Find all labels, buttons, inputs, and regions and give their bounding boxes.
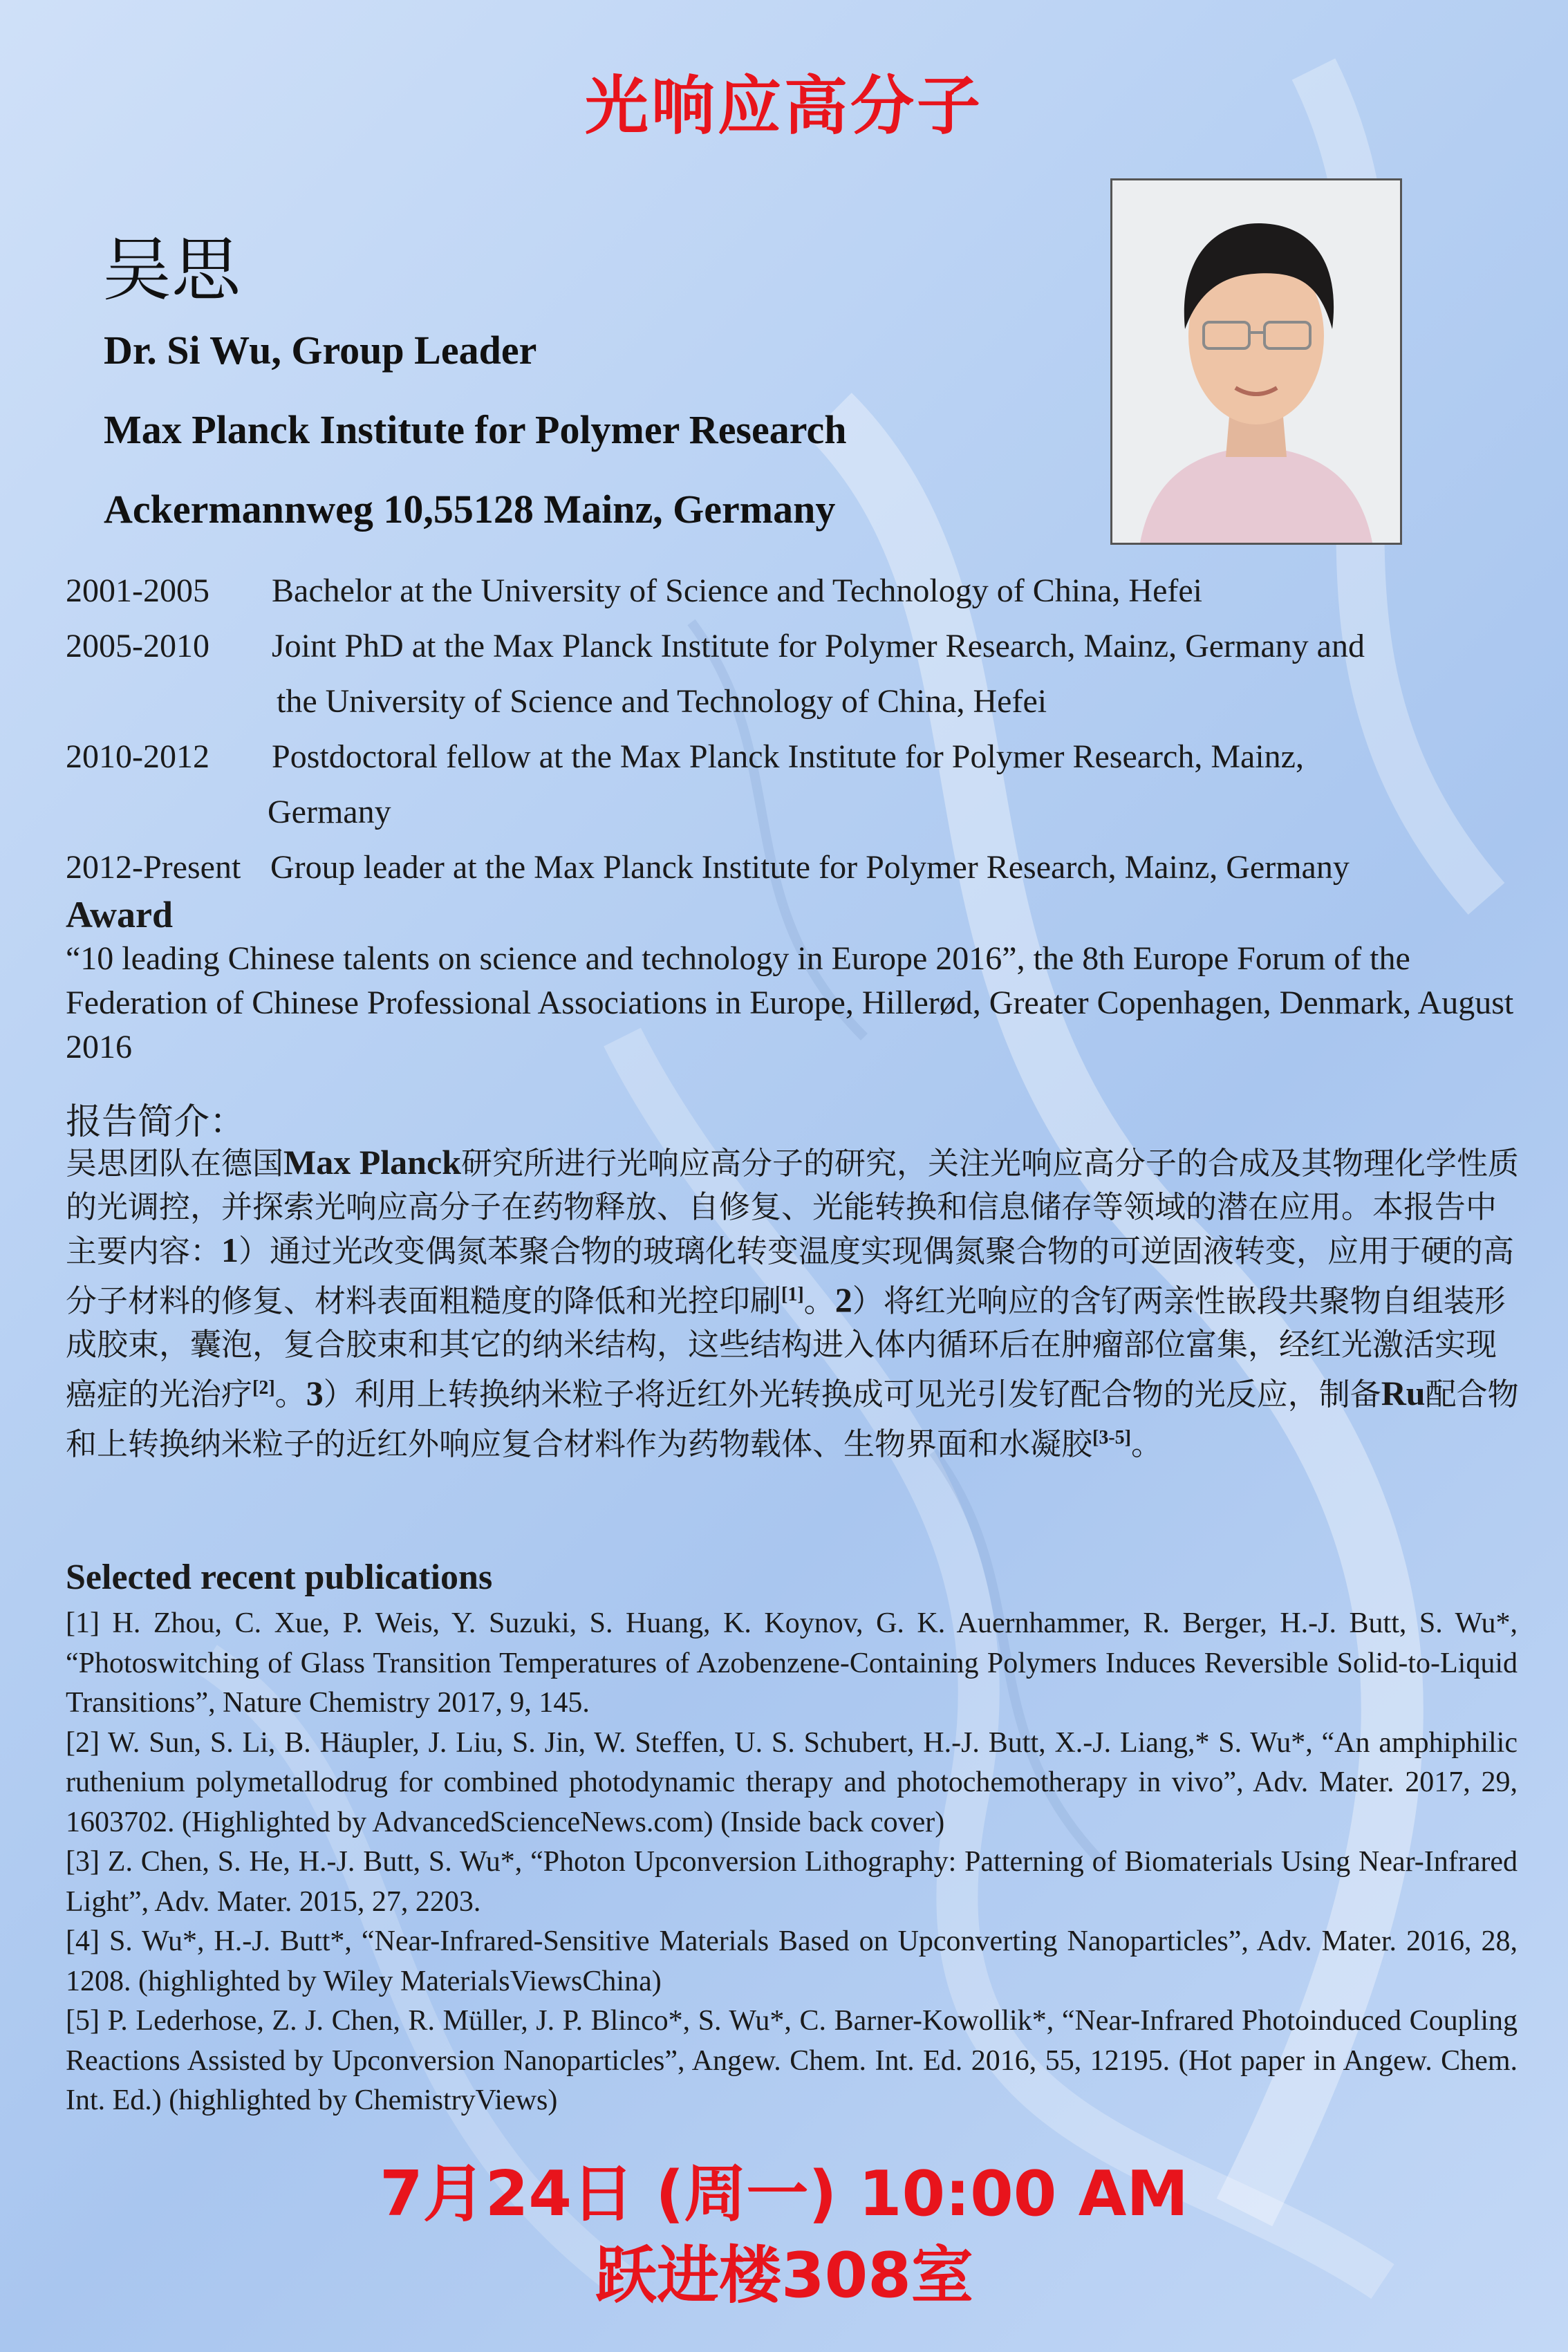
cv-desc: Group leader at the Max Planck Institute for Polymer Research, Mainz, Germany bbox=[270, 849, 1350, 886]
cv-list bbox=[66, 563, 1518, 895]
event-location: 跃进楼308室 bbox=[595, 2239, 973, 2312]
report-text: 。 bbox=[1131, 1426, 1163, 1462]
report-text-bold: 2 bbox=[834, 1280, 852, 1319]
cv-row bbox=[66, 840, 1518, 895]
report-text-bold: Ru bbox=[1381, 1374, 1426, 1412]
reference-marker: [3-5] bbox=[1092, 1427, 1131, 1448]
publication-item: [3] Z. Chen, S. He, H.-J. Butt, S. Wu*, “Photon Upconversion Lithography: Patterning of Biomaterials Using Near-Infrared Light”, Adv. Mater. 2015, 27, 2203. bbox=[66, 1846, 1518, 1918]
publications-heading: Selected recent publications bbox=[66, 1558, 493, 1597]
report-text: 吴思团队在德国 bbox=[66, 1145, 284, 1182]
report-text: 研究所进行光响应高分子的研究，关注光响应高分子的合成及其物理化学性质的光调控，并探索光响应高分子在药物释放、自修复、光能转换和信息储存等领域的潜在应用。本报告中主要内容： bbox=[66, 1145, 1519, 1269]
cv-years: 2005-2010 bbox=[66, 628, 209, 664]
cv-desc: Bachelor at the University of Science and Technology of China, Hefei bbox=[272, 572, 1202, 609]
cv-years: 2012-Present bbox=[66, 849, 241, 886]
reference-marker: [1] bbox=[781, 1284, 804, 1305]
cv-row-continued bbox=[66, 674, 1518, 729]
report-text: ）将红光响应的含钌两亲性嵌段共聚物自组装形成胶束，囊泡，复合胶束和其它的纳米结构，这些结构进入体内循环后在肿瘤部位富集，经红光激活实现癌症的光治疗 bbox=[66, 1282, 1506, 1412]
speaker-title: Dr. Si Wu, Group Leader bbox=[104, 328, 537, 373]
page-title: 光响应高分子 bbox=[584, 69, 983, 143]
report-text-bold: 3 bbox=[306, 1374, 324, 1412]
report-abstract bbox=[66, 1141, 1524, 1466]
cv-desc: Joint PhD at the Max Planck Institute for Polymer Research, Mainz, Germany and bbox=[272, 628, 1365, 664]
report-text: 。 bbox=[803, 1282, 835, 1319]
cv-desc-continued: Germany bbox=[268, 794, 391, 830]
cv-desc-continued: the University of Science and Technology of China, Hefei bbox=[277, 683, 1047, 720]
cv-row bbox=[66, 563, 1518, 619]
publication-item: [1] H. Zhou, C. Xue, P. Weis, Y. Suzuki, S. Huang, K. Koynov, G. K. Auernhammer, R. Berger, H.-J. Butt, S. Wu*, “Photoswitching of Glass Transition Temperatures of Azobenzene-Containing Polymers Induces Reversible Solid-to-Liquid Transitions”, Nature Chemistry 2017, 9, 145. bbox=[66, 1607, 1518, 1719]
publications-list bbox=[66, 1604, 1518, 2121]
reference-marker: [2] bbox=[252, 1377, 275, 1399]
report-text: 。 bbox=[274, 1376, 306, 1412]
portrait-image bbox=[1112, 180, 1400, 543]
report-text: ）利用上转换纳米粒子将近红外光转换成可见光引发钌配合物的光反应，制备 bbox=[323, 1376, 1381, 1412]
report-text-bold: Max Planck bbox=[283, 1143, 461, 1182]
speaker-name-cn: 吴思 bbox=[102, 230, 241, 310]
report-heading: 报告简介： bbox=[66, 1101, 246, 1143]
publication-item: [4] S. Wu*, H.-J. Butt*, “Near-Infrared-Sensitive Materials Based on Upconverting Nanoparticles”, Adv. Mater. 2016, 28, 1208. (highlighted by Wiley MaterialsViewsChina) bbox=[66, 1925, 1518, 1997]
speaker-address: Ackermannweg 10,55128 Mainz, Germany bbox=[104, 487, 836, 532]
cv-row-continued bbox=[66, 785, 1518, 840]
cv-row bbox=[66, 619, 1518, 674]
speaker-institute: Max Planck Institute for Polymer Research bbox=[104, 407, 847, 452]
award-heading: Award bbox=[66, 894, 173, 935]
publication-item: [5] P. Lederhose, Z. J. Chen, R. Müller, J. P. Blinco*, S. Wu*, C. Barner-Kowollik*, “Near-Infrared Photoinduced Coupling Reactions Assisted by Upconversion Nanoparticles”, Angew. Chem. Int. Ed. 2016, 55, 12195. (Hot paper in Angew. Chem. Int. Ed.) (highlighted by ChemistryViews) bbox=[66, 2005, 1518, 2116]
cv-desc: Postdoctoral fellow at the Max Planck Institute for Polymer Research, Mainz, bbox=[272, 738, 1304, 775]
report-text: ）通过光改变偶氮苯聚合物的玻璃化转变温度实现偶氮聚合物的可逆固液转变，应用于硬的高分子材料的修复、材料表面粗糙度的降低和光控印刷 bbox=[66, 1233, 1515, 1319]
speaker-photo bbox=[1110, 178, 1402, 545]
report-text-bold: 1 bbox=[221, 1231, 239, 1269]
report-text: 配合物和上转换纳米粒子的近红外响应复合材料作为药物载体、生物界面和水凝胶 bbox=[66, 1376, 1519, 1462]
cv-row bbox=[66, 729, 1518, 785]
publication-item: [2] W. Sun, S. Li, B. Häupler, J. Liu, S. Jin, W. Steffen, U. S. Schubert, H.-J. Butt, X.-J. Liang,* S. Wu*, “An amphiphilic ruthenium polymetallodrug for combined photodynamic therapy and photochemotherapy in vivo”, Adv. Mater. 2017, 29, 1603702. (Highlighted by AdvancedScienceNews.com) (Inside back cover) bbox=[66, 1726, 1518, 1838]
event-datetime: 7月24日 (周一) 10:00 AM bbox=[380, 2158, 1188, 2230]
cv-years: 2010-2012 bbox=[66, 738, 209, 775]
cv-years: 2001-2005 bbox=[66, 572, 209, 609]
award-text: “10 leading Chinese talents on science and technology in Europe 2016”, the 8th Europe Forum of the Federation of Chinese Professional Associations in Europe, Hillerød, Greater Copenhagen, Denmark, August 2016 bbox=[66, 940, 1514, 1065]
